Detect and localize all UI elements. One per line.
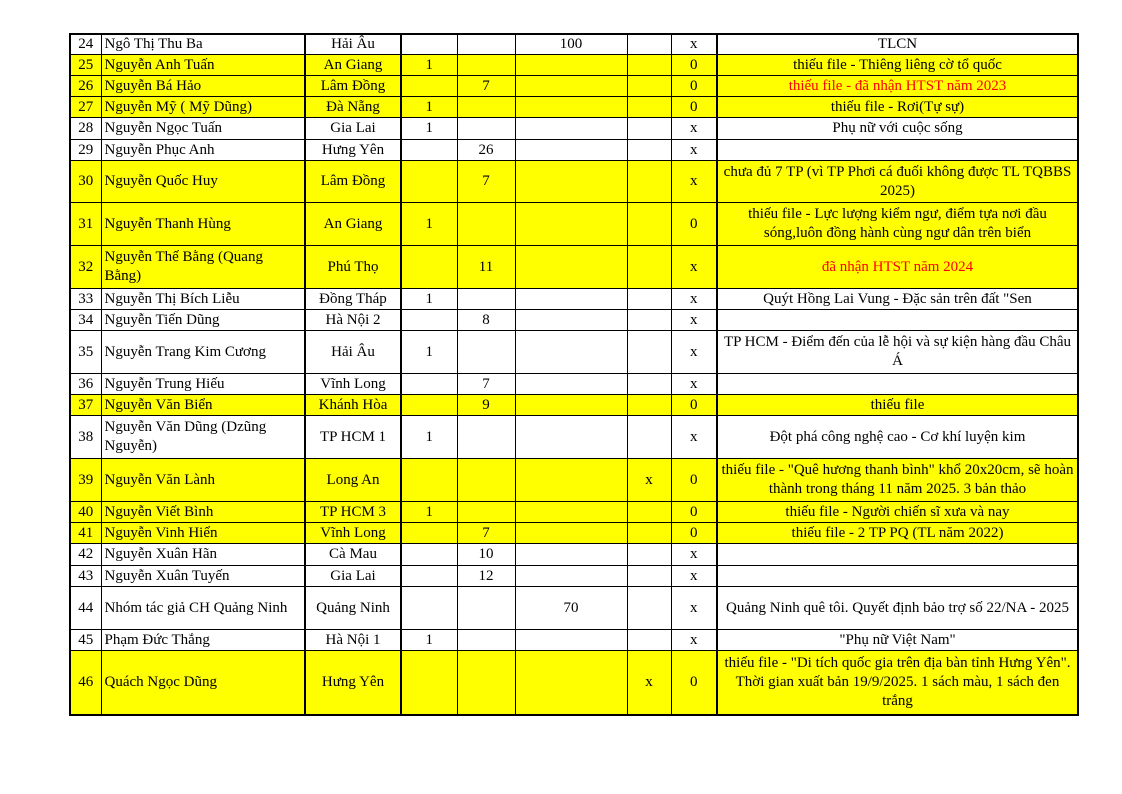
registration-table bbox=[69, 33, 1079, 716]
count-cell-2 bbox=[457, 459, 515, 502]
row-number: 46 bbox=[70, 651, 101, 715]
count-cell-2: 10 bbox=[457, 544, 515, 566]
note-cell: thiếu file - Rơi(Tự sự) bbox=[717, 97, 1078, 118]
row-number: 38 bbox=[70, 416, 101, 459]
count-cell-1 bbox=[401, 161, 457, 203]
province-cell: Gia Lai bbox=[305, 566, 401, 587]
province-cell: TP HCM 3 bbox=[305, 502, 401, 523]
count-cell-3 bbox=[515, 118, 627, 140]
row-number: 32 bbox=[70, 246, 101, 289]
mark-cell-4 bbox=[627, 97, 671, 118]
province-cell: Khánh Hòa bbox=[305, 395, 401, 416]
mark-cell-4 bbox=[627, 416, 671, 459]
province-cell: Hưng Yên bbox=[305, 651, 401, 715]
count-cell-3 bbox=[515, 523, 627, 544]
mark-cell-4 bbox=[627, 55, 671, 76]
count-cell-3 bbox=[515, 55, 627, 76]
table-row bbox=[70, 331, 1078, 374]
row-number: 39 bbox=[70, 459, 101, 502]
table-row bbox=[70, 34, 1078, 55]
table-row bbox=[70, 55, 1078, 76]
count-cell-3: 100 bbox=[515, 34, 627, 55]
note-cell: thiếu file bbox=[717, 395, 1078, 416]
status-cell: x bbox=[671, 118, 717, 140]
table-row bbox=[70, 97, 1078, 118]
row-number: 27 bbox=[70, 97, 101, 118]
count-cell-1 bbox=[401, 246, 457, 289]
count-cell-3 bbox=[515, 310, 627, 331]
status-cell: x bbox=[671, 630, 717, 651]
author-name: Nguyễn Xuân Tuyến bbox=[101, 566, 305, 587]
mark-cell-4 bbox=[627, 34, 671, 55]
note-cell: thiếu file - Thiêng liêng cờ tổ quốc bbox=[717, 55, 1078, 76]
table-row bbox=[70, 459, 1078, 502]
count-cell-1 bbox=[401, 140, 457, 161]
count-cell-2 bbox=[457, 55, 515, 76]
mark-cell-4 bbox=[627, 203, 671, 246]
status-cell: x bbox=[671, 374, 717, 395]
status-cell: x bbox=[671, 161, 717, 203]
status-cell: 0 bbox=[671, 97, 717, 118]
mark-cell-4 bbox=[627, 544, 671, 566]
count-cell-1 bbox=[401, 566, 457, 587]
count-cell-1: 1 bbox=[401, 331, 457, 374]
province-cell: Lâm Đồng bbox=[305, 161, 401, 203]
author-name: Nguyễn Trung Hiếu bbox=[101, 374, 305, 395]
author-name: Nguyễn Thị Bích Liễu bbox=[101, 289, 305, 310]
province-cell: Lâm Đồng bbox=[305, 76, 401, 97]
status-cell: x bbox=[671, 140, 717, 161]
author-name: Nguyễn Vinh Hiển bbox=[101, 523, 305, 544]
author-name: Nguyễn Phục Anh bbox=[101, 140, 305, 161]
note-cell: thiếu file - Lực lượng kiểm ngư, điểm tựa nơi đầu sóng,luôn đồng hành cùng ngư dân trên biển bbox=[717, 203, 1078, 246]
author-name: Nguyễn Tiến Dũng bbox=[101, 310, 305, 331]
author-name: Nguyễn Mỹ ( Mỹ Dũng) bbox=[101, 97, 305, 118]
status-cell: 0 bbox=[671, 203, 717, 246]
mark-cell-4 bbox=[627, 161, 671, 203]
author-name: Nhóm tác giả CH Quảng Ninh bbox=[101, 587, 305, 630]
count-cell-2: 9 bbox=[457, 395, 515, 416]
count-cell-1 bbox=[401, 544, 457, 566]
count-cell-2 bbox=[457, 416, 515, 459]
row-number: 45 bbox=[70, 630, 101, 651]
province-cell: Đà Nẵng bbox=[305, 97, 401, 118]
province-cell: Quảng Ninh bbox=[305, 587, 401, 630]
province-cell: Cà Mau bbox=[305, 544, 401, 566]
count-cell-2 bbox=[457, 502, 515, 523]
mark-cell-4 bbox=[627, 523, 671, 544]
mark-cell-4: x bbox=[627, 651, 671, 715]
note-cell: Quảng Ninh quê tôi. Quyết định bảo trợ số 22/NA - 2025 bbox=[717, 587, 1078, 630]
count-cell-3 bbox=[515, 395, 627, 416]
note-cell bbox=[717, 374, 1078, 395]
mark-cell-4 bbox=[627, 374, 671, 395]
table-row bbox=[70, 203, 1078, 246]
count-cell-1: 1 bbox=[401, 502, 457, 523]
table-row bbox=[70, 566, 1078, 587]
author-name: Nguyễn Văn Biển bbox=[101, 395, 305, 416]
mark-cell-4 bbox=[627, 140, 671, 161]
mark-cell-4 bbox=[627, 289, 671, 310]
author-name: Nguyễn Bá Hảo bbox=[101, 76, 305, 97]
province-cell: Phú Thọ bbox=[305, 246, 401, 289]
count-cell-2: 7 bbox=[457, 523, 515, 544]
count-cell-1 bbox=[401, 310, 457, 331]
status-cell: x bbox=[671, 34, 717, 55]
count-cell-1 bbox=[401, 395, 457, 416]
note-cell: Quýt Hồng Lai Vung - Đặc sản trên đất "Sen bbox=[717, 289, 1078, 310]
count-cell-3 bbox=[515, 203, 627, 246]
count-cell-3 bbox=[515, 140, 627, 161]
table-body bbox=[70, 34, 1078, 715]
status-cell: 0 bbox=[671, 55, 717, 76]
province-cell: Long An bbox=[305, 459, 401, 502]
row-number: 37 bbox=[70, 395, 101, 416]
mark-cell-4 bbox=[627, 118, 671, 140]
status-cell: 0 bbox=[671, 502, 717, 523]
count-cell-2: 8 bbox=[457, 310, 515, 331]
author-name: Nguyễn Anh Tuấn bbox=[101, 55, 305, 76]
note-cell: chưa đủ 7 TP (vì TP Phơi cá đuối không được TL TQBBS 2025) bbox=[717, 161, 1078, 203]
row-number: 42 bbox=[70, 544, 101, 566]
count-cell-3 bbox=[515, 246, 627, 289]
count-cell-1: 1 bbox=[401, 118, 457, 140]
row-number: 35 bbox=[70, 331, 101, 374]
mark-cell-4 bbox=[627, 566, 671, 587]
count-cell-2 bbox=[457, 630, 515, 651]
count-cell-3: 70 bbox=[515, 587, 627, 630]
count-cell-3 bbox=[515, 289, 627, 310]
province-cell: An Giang bbox=[305, 203, 401, 246]
count-cell-3 bbox=[515, 97, 627, 118]
row-number: 24 bbox=[70, 34, 101, 55]
mark-cell-4 bbox=[627, 331, 671, 374]
table-row bbox=[70, 416, 1078, 459]
author-name: Nguyễn Viết Bình bbox=[101, 502, 305, 523]
note-cell bbox=[717, 544, 1078, 566]
count-cell-2 bbox=[457, 203, 515, 246]
note-cell: thiếu file - đã nhận HTST năm 2023 bbox=[717, 76, 1078, 97]
author-name: Nguyễn Thanh Hùng bbox=[101, 203, 305, 246]
author-name: Nguyễn Xuân Hãn bbox=[101, 544, 305, 566]
province-cell: Gia Lai bbox=[305, 118, 401, 140]
mark-cell-4: x bbox=[627, 459, 671, 502]
province-cell: Đồng Tháp bbox=[305, 289, 401, 310]
count-cell-3 bbox=[515, 331, 627, 374]
count-cell-1 bbox=[401, 459, 457, 502]
province-cell: Hưng Yên bbox=[305, 140, 401, 161]
author-name: Ngô Thị Thu Ba bbox=[101, 34, 305, 55]
note-cell bbox=[717, 140, 1078, 161]
count-cell-1 bbox=[401, 587, 457, 630]
count-cell-1 bbox=[401, 76, 457, 97]
province-cell: An Giang bbox=[305, 55, 401, 76]
table-row bbox=[70, 161, 1078, 203]
status-cell: x bbox=[671, 416, 717, 459]
count-cell-2: 12 bbox=[457, 566, 515, 587]
status-cell: 0 bbox=[671, 651, 717, 715]
count-cell-2 bbox=[457, 34, 515, 55]
count-cell-2 bbox=[457, 118, 515, 140]
status-cell: x bbox=[671, 544, 717, 566]
table-row bbox=[70, 246, 1078, 289]
status-cell: 0 bbox=[671, 523, 717, 544]
author-name: Quách Ngọc Dũng bbox=[101, 651, 305, 715]
count-cell-2 bbox=[457, 331, 515, 374]
status-cell: x bbox=[671, 331, 717, 374]
province-cell: Hà Nội 2 bbox=[305, 310, 401, 331]
table-row bbox=[70, 630, 1078, 651]
row-number: 43 bbox=[70, 566, 101, 587]
status-cell: 0 bbox=[671, 459, 717, 502]
table-row bbox=[70, 289, 1078, 310]
table-row bbox=[70, 651, 1078, 715]
count-cell-1 bbox=[401, 34, 457, 55]
province-cell: TP HCM 1 bbox=[305, 416, 401, 459]
province-cell: Vĩnh Long bbox=[305, 374, 401, 395]
note-cell: thiếu file - Người chiến sĩ xưa và nay bbox=[717, 502, 1078, 523]
count-cell-2: 26 bbox=[457, 140, 515, 161]
note-cell: Phụ nữ với cuộc sống bbox=[717, 118, 1078, 140]
count-cell-3 bbox=[515, 630, 627, 651]
row-number: 30 bbox=[70, 161, 101, 203]
author-name: Nguyễn Thế Bằng (Quang Bằng) bbox=[101, 246, 305, 289]
mark-cell-4 bbox=[627, 246, 671, 289]
count-cell-1 bbox=[401, 374, 457, 395]
table-row bbox=[70, 140, 1078, 161]
row-number: 31 bbox=[70, 203, 101, 246]
count-cell-1 bbox=[401, 523, 457, 544]
count-cell-2: 11 bbox=[457, 246, 515, 289]
mark-cell-4 bbox=[627, 587, 671, 630]
row-number: 36 bbox=[70, 374, 101, 395]
row-number: 29 bbox=[70, 140, 101, 161]
note-cell: "Phụ nữ Việt Nam" bbox=[717, 630, 1078, 651]
table-row bbox=[70, 523, 1078, 544]
author-name: Nguyễn Ngọc Tuấn bbox=[101, 118, 305, 140]
count-cell-3 bbox=[515, 502, 627, 523]
count-cell-2: 7 bbox=[457, 161, 515, 203]
status-cell: 0 bbox=[671, 395, 717, 416]
row-number: 41 bbox=[70, 523, 101, 544]
count-cell-1: 1 bbox=[401, 97, 457, 118]
count-cell-3 bbox=[515, 161, 627, 203]
mark-cell-4 bbox=[627, 76, 671, 97]
row-number: 34 bbox=[70, 310, 101, 331]
province-cell: Hải Âu bbox=[305, 331, 401, 374]
row-number: 28 bbox=[70, 118, 101, 140]
count-cell-3 bbox=[515, 416, 627, 459]
author-name: Nguyễn Văn Dũng (Dzũng Nguyễn) bbox=[101, 416, 305, 459]
table-row bbox=[70, 502, 1078, 523]
row-number: 44 bbox=[70, 587, 101, 630]
author-name: Nguyễn Quốc Huy bbox=[101, 161, 305, 203]
count-cell-2 bbox=[457, 97, 515, 118]
table-row bbox=[70, 76, 1078, 97]
status-cell: x bbox=[671, 289, 717, 310]
note-cell: Đột phá công nghệ cao - Cơ khí luyện kim bbox=[717, 416, 1078, 459]
note-cell: thiếu file - 2 TP PQ (TL năm 2022) bbox=[717, 523, 1078, 544]
count-cell-1: 1 bbox=[401, 416, 457, 459]
status-cell: x bbox=[671, 310, 717, 331]
count-cell-2 bbox=[457, 289, 515, 310]
count-cell-3 bbox=[515, 544, 627, 566]
count-cell-1: 1 bbox=[401, 630, 457, 651]
author-name: Phạm Đức Thắng bbox=[101, 630, 305, 651]
note-cell: đã nhận HTST năm 2024 bbox=[717, 246, 1078, 289]
count-cell-3 bbox=[515, 651, 627, 715]
row-number: 25 bbox=[70, 55, 101, 76]
table-row bbox=[70, 310, 1078, 331]
note-cell: thiếu file - "Di tích quốc gia trên địa bàn tỉnh Hưng Yên". Thời gian xuất bản 19/9/2025. 1 sách màu, 1 sách đen trắng bbox=[717, 651, 1078, 715]
status-cell: 0 bbox=[671, 76, 717, 97]
mark-cell-4 bbox=[627, 310, 671, 331]
count-cell-2: 7 bbox=[457, 76, 515, 97]
province-cell: Hải Âu bbox=[305, 34, 401, 55]
count-cell-2 bbox=[457, 587, 515, 630]
count-cell-2: 7 bbox=[457, 374, 515, 395]
table-row bbox=[70, 587, 1078, 630]
table-row bbox=[70, 118, 1078, 140]
row-number: 33 bbox=[70, 289, 101, 310]
count-cell-1: 1 bbox=[401, 289, 457, 310]
status-cell: x bbox=[671, 587, 717, 630]
count-cell-1 bbox=[401, 651, 457, 715]
author-name: Nguyễn Văn Lành bbox=[101, 459, 305, 502]
table-row bbox=[70, 395, 1078, 416]
mark-cell-4 bbox=[627, 502, 671, 523]
count-cell-3 bbox=[515, 76, 627, 97]
table-row bbox=[70, 374, 1078, 395]
mark-cell-4 bbox=[627, 395, 671, 416]
count-cell-1: 1 bbox=[401, 203, 457, 246]
note-cell: thiếu file - "Quê hương thanh bình" khổ 20x20cm, sẽ hoàn thành trong tháng 11 năm 2025. 3 bản thảo bbox=[717, 459, 1078, 502]
count-cell-3 bbox=[515, 566, 627, 587]
count-cell-2 bbox=[457, 651, 515, 715]
author-name: Nguyễn Trang Kim Cương bbox=[101, 331, 305, 374]
note-cell: TP HCM - Điểm đến của lễ hội và sự kiện hàng đầu Châu Á bbox=[717, 331, 1078, 374]
count-cell-3 bbox=[515, 374, 627, 395]
count-cell-3 bbox=[515, 459, 627, 502]
status-cell: x bbox=[671, 246, 717, 289]
row-number: 26 bbox=[70, 76, 101, 97]
table-row bbox=[70, 544, 1078, 566]
province-cell: Hà Nội 1 bbox=[305, 630, 401, 651]
note-cell bbox=[717, 566, 1078, 587]
province-cell: Vĩnh Long bbox=[305, 523, 401, 544]
note-cell bbox=[717, 310, 1078, 331]
note-cell: TLCN bbox=[717, 34, 1078, 55]
row-number: 40 bbox=[70, 502, 101, 523]
status-cell: x bbox=[671, 566, 717, 587]
count-cell-1: 1 bbox=[401, 55, 457, 76]
mark-cell-4 bbox=[627, 630, 671, 651]
